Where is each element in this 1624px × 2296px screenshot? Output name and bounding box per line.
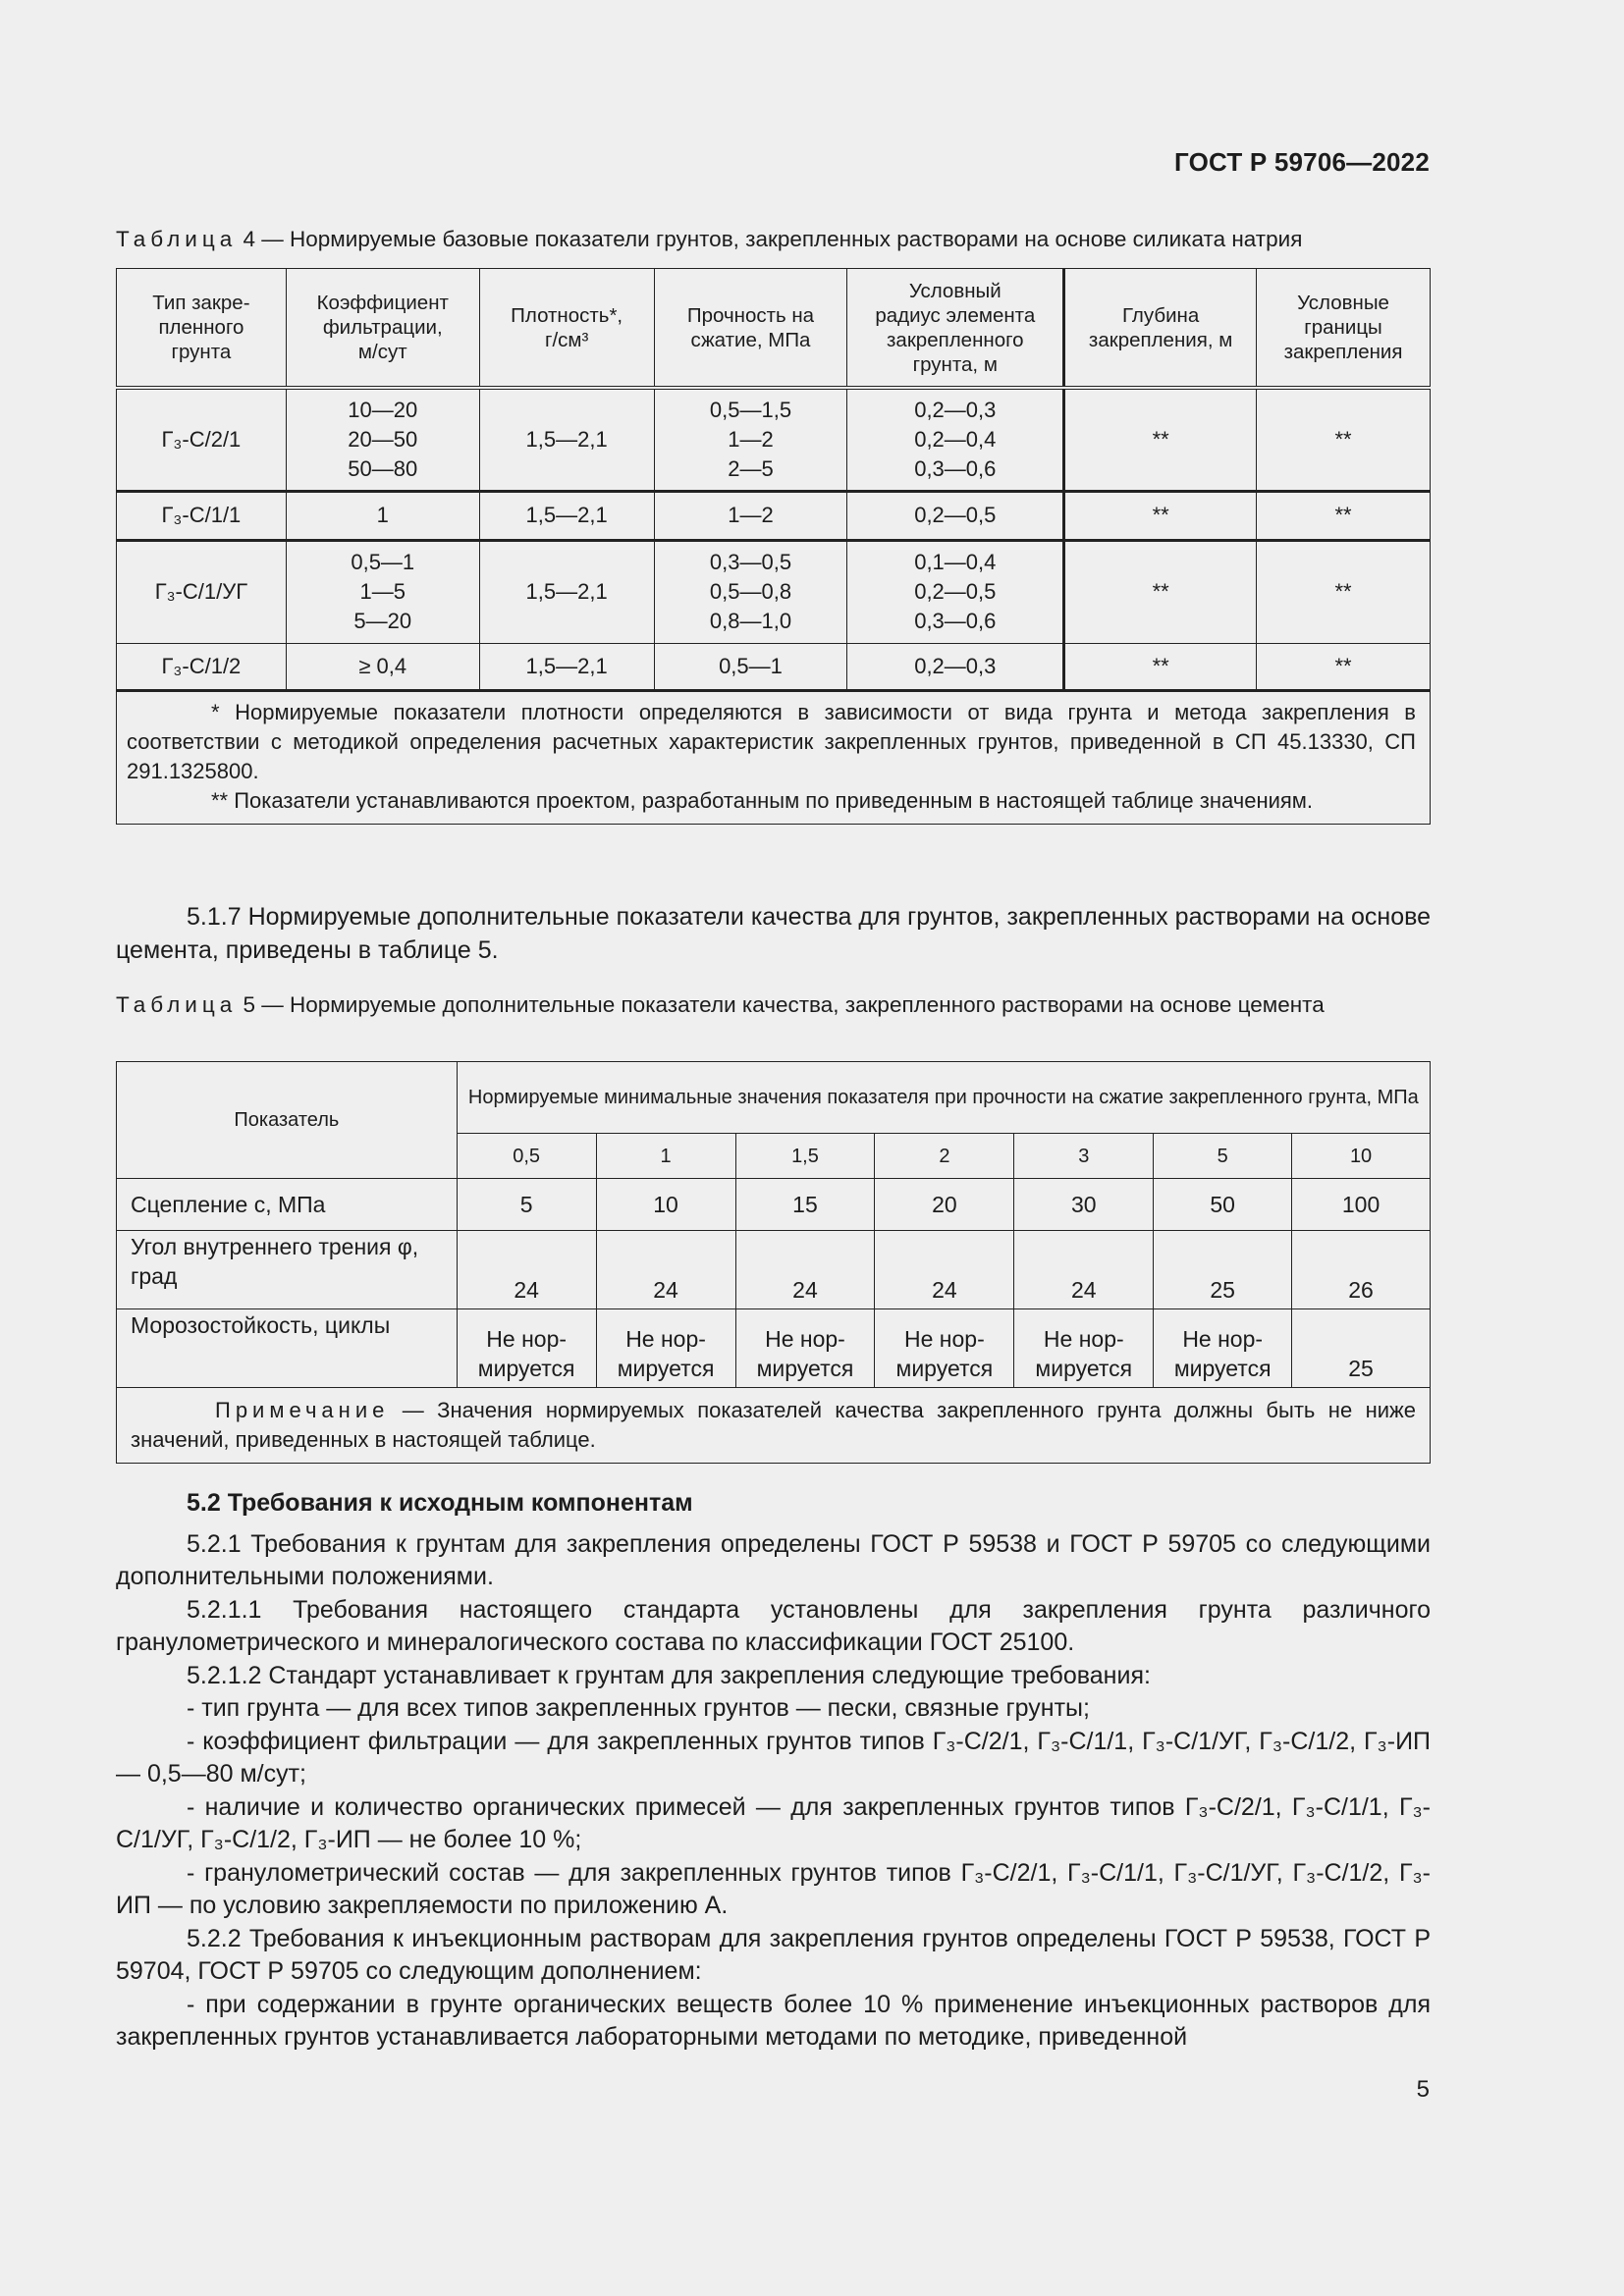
list-item: - при содержании в грунте органических веществ более 10 % применение инъекционных растворов для закрепленных грунтов устанавливается лабораторными методами по методике, приведенной xyxy=(116,1990,1431,2051)
table5-caption-prefix: Таблица xyxy=(116,992,238,1017)
table4-cell: ** xyxy=(1257,643,1431,690)
table5-strength-cell: 5 xyxy=(1154,1134,1292,1179)
table4-header-cell: Условные границы закрепления xyxy=(1257,269,1431,389)
table5-cell: Не нор- мируется xyxy=(457,1309,596,1388)
table4-caption xyxy=(116,225,1431,254)
table-row xyxy=(117,643,1431,690)
table4-cell: ** xyxy=(1257,491,1431,540)
table5-cell: 24 xyxy=(875,1231,1014,1309)
table5-caption-text: 5 — Нормируемые дополнительные показатели качества, закрепленного растворами на основе цемента xyxy=(237,992,1325,1017)
table5-cell: Не нор- мируется xyxy=(596,1309,735,1388)
table5-note-text: — Значения нормируемых показателей качества закрепленного грунта должны быть не ниже значений, приведенных в настоящей таблице. xyxy=(131,1398,1416,1452)
table5-cell: 10 xyxy=(596,1179,735,1231)
table4-cell: 1,5—2,1 xyxy=(479,491,654,540)
table5 xyxy=(116,1061,1431,1464)
table5-strength-cell: 1,5 xyxy=(735,1134,875,1179)
table5-cell: 30 xyxy=(1014,1179,1154,1231)
table-row xyxy=(117,388,1431,491)
table5-cell: 15 xyxy=(735,1179,875,1231)
table5-span-header: Нормируемые минимальные значения показателя при прочности на сжатие закрепленного грунта, МПа xyxy=(457,1062,1430,1134)
paragraph: 5.2.1 Требования к грунтам для закрепления определены ГОСТ Р 59538 и ГОСТ Р 59705 со следующими дополнительными положениями. xyxy=(116,1529,1431,1590)
paragraph-5-1-7 xyxy=(116,901,1431,967)
table5-cell: 24 xyxy=(1014,1231,1154,1309)
table5-cell: 25 xyxy=(1292,1309,1431,1388)
table4-cell: 0,5—1 1—5 5—20 xyxy=(286,540,479,643)
table5-note-prefix: Примечание xyxy=(215,1398,390,1422)
table4-cell: 0,5—1 xyxy=(654,643,847,690)
table4-cell: Г₃-С/2/1 xyxy=(117,388,287,491)
list-item: - тип грунта — для всех типов закрепленных грунтов — пески, связные грунты; xyxy=(187,1694,1090,1722)
table4-header-cell: Глубина закрепления, м xyxy=(1064,269,1257,389)
table4-cell: ** xyxy=(1064,388,1257,491)
table4-cell: 1 xyxy=(286,491,479,540)
table4-cell: Г₃-С/1/УГ xyxy=(117,540,287,643)
list-item: - гранулометрический состав — для закрепленных грунтов типов Г₃-С/2/1, Г₃-С/1/1, Г₃-С/1/УГ, Г₃-С/1/2, Г₃-ИП — по условию закрепляемости по приложению А. xyxy=(116,1858,1431,1919)
table4-footnote-project: ** Показатели устанавливаются проектом, разработанным по приведенным в настоящей таблице значениям. xyxy=(211,787,1314,813)
table5-strength-cell: 1 xyxy=(596,1134,735,1179)
table4-cell: Г₃-С/1/1 xyxy=(117,491,287,540)
table5-strength-cell: 3 xyxy=(1014,1134,1154,1179)
table5-cell: 20 xyxy=(875,1179,1014,1231)
table4-cell: 0,1—0,4 0,2—0,5 0,3—0,6 xyxy=(847,540,1064,643)
table5-cell: 50 xyxy=(1154,1179,1292,1231)
table4-header-cell: Условный радиус элемента закрепленного грунта, м xyxy=(847,269,1064,389)
table5-row-label: Морозостойкость, циклы xyxy=(117,1309,458,1388)
table4-cell: 0,3—0,5 0,5—0,8 0,8—1,0 xyxy=(654,540,847,643)
table5-row-label: Сцепление с, МПа xyxy=(117,1179,458,1231)
table4-cell: ≥ 0,4 xyxy=(286,643,479,690)
table-row xyxy=(117,491,1431,540)
section-5-2 xyxy=(116,1487,1431,2055)
list-item: - коэффициент фильтрации — для закрепленных грунтов типов Г₃-С/2/1, Г₃-С/1/1, Г₃-С/1/УГ, Г₃-С/1/2, Г₃-ИП — 0,5—80 м/сут; xyxy=(116,1727,1431,1788)
table5-row-label: Угол внутреннего трения φ, град xyxy=(117,1231,458,1309)
table5-cell: Не нор- мируется xyxy=(1014,1309,1154,1388)
table4-footnotes xyxy=(117,690,1431,824)
table5-strength-cell: 0,5 xyxy=(457,1134,596,1179)
table5-cell: 24 xyxy=(596,1231,735,1309)
page-number: 5 xyxy=(1416,2076,1430,2103)
table-row xyxy=(117,1179,1431,1231)
table4-cell: ** xyxy=(1064,491,1257,540)
table4-cell: 1,5—2,1 xyxy=(479,643,654,690)
table5-cell: 26 xyxy=(1292,1231,1431,1309)
table4-cell: 1—2 xyxy=(654,491,847,540)
table4-caption-prefix: Таблица xyxy=(116,227,238,251)
table4-cell: 1,5—2,1 xyxy=(479,388,654,491)
table5-cell: 24 xyxy=(457,1231,596,1309)
table5-cell: Не нор- мируется xyxy=(875,1309,1014,1388)
table4-cell: ** xyxy=(1257,540,1431,643)
table4-cell: ** xyxy=(1064,643,1257,690)
table5-strength-cell: 2 xyxy=(875,1134,1014,1179)
table5-cell: 100 xyxy=(1292,1179,1431,1231)
table-row xyxy=(117,1231,1431,1309)
table4-cell: 0,5—1,5 1—2 2—5 xyxy=(654,388,847,491)
table4-cell: Г₃-С/1/2 xyxy=(117,643,287,690)
table5-cell: 24 xyxy=(735,1231,875,1309)
table4-header-cell: Плотность*, г/см³ xyxy=(479,269,654,389)
table4-header-cell: Коэффициент фильтрации, м/сут xyxy=(286,269,479,389)
table4-header-cell: Прочность на сжатие, МПа xyxy=(654,269,847,389)
table5-cell: 25 xyxy=(1154,1231,1292,1309)
table5-caption xyxy=(116,990,1431,1020)
paragraph-5-1-7-text: 5.1.7 Нормируемые дополнительные показатели качества для грунтов, закрепленных растворами на основе цемента, приведены в таблице 5. xyxy=(116,903,1431,964)
list-item: - наличие и количество органических примесей — для закрепленных грунтов типов Г₃-С/2/1, Г₃-С/1/1, Г₃-С/1/УГ, Г₃-С/1/2, Г₃-ИП — не более 10 %; xyxy=(116,1792,1431,1853)
table4-cell: 1,5—2,1 xyxy=(479,540,654,643)
table5-strength-cell: 10 xyxy=(1292,1134,1431,1179)
table4 xyxy=(116,268,1431,825)
table5-cell: Не нор- мируется xyxy=(735,1309,875,1388)
paragraph: 5.2.1.2 Стандарт устанавливает к грунтам для закрепления следующие требования: xyxy=(187,1661,1151,1689)
table4-caption-text: 4 — Нормируемые базовые показатели грунтов, закрепленных растворами на основе силиката натрия xyxy=(237,227,1303,251)
table4-cell: 0,2—0,3 xyxy=(847,643,1064,690)
table-row xyxy=(117,1309,1431,1388)
table5-col-indicator: Показатель xyxy=(117,1062,458,1179)
document-id: ГОСТ Р 59706—2022 xyxy=(1174,147,1430,177)
paragraph: 5.2.1.1 Требования настоящего стандарта установлены для закрепления грунта различного гранулометрического и минералогического состава по классификации ГОСТ 25100. xyxy=(116,1595,1431,1656)
table4-cell: 0,2—0,5 xyxy=(847,491,1064,540)
table4-cell: ** xyxy=(1064,540,1257,643)
table5-cell: 5 xyxy=(457,1179,596,1231)
table4-footnote-density: * Нормируемые показатели плотности определяются в зависимости от вида грунта и метода закрепления в соответствии с методикой определения расчетных характеристик закрепленных грунтов, приведенной в СП 45.13330, СП 291.1325800. xyxy=(127,699,1416,783)
table5-cell: Не нор- мируется xyxy=(1154,1309,1292,1388)
paragraph: 5.2.2 Требования к инъекционным растворам для закрепления грунтов определены ГОСТ Р 59538, ГОСТ Р 59704, ГОСТ Р 59705 со следующим дополнением: xyxy=(116,1924,1431,1985)
table4-cell: ** xyxy=(1257,388,1431,491)
table4-cell: 10—20 20—50 50—80 xyxy=(286,388,479,491)
section-5-2-heading: 5.2 Требования к исходным компонентам xyxy=(187,1489,693,1517)
table4-header-cell: Тип закре- пленного грунта xyxy=(117,269,287,389)
table4-cell: 0,2—0,3 0,2—0,4 0,3—0,6 xyxy=(847,388,1064,491)
table-row xyxy=(117,540,1431,643)
table5-note xyxy=(117,1388,1431,1464)
